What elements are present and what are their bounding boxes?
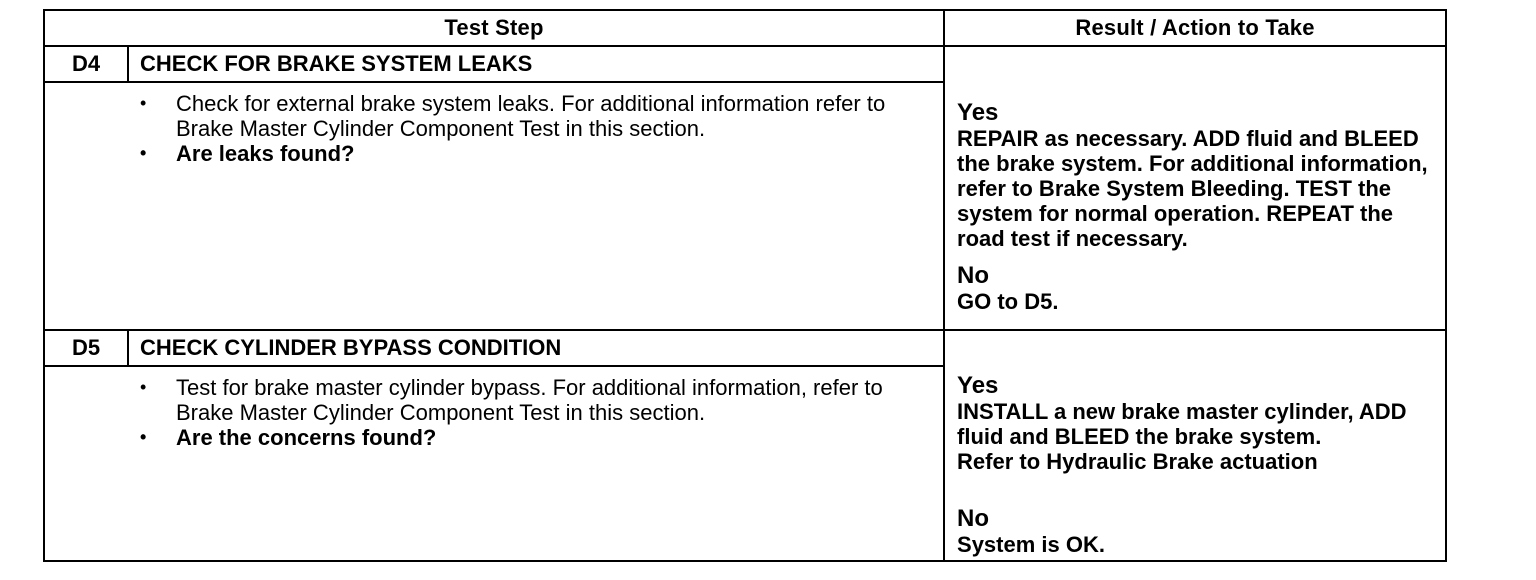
no-label: No (957, 262, 990, 289)
step-id: D4 (44, 46, 128, 82)
bullet-icon: • (140, 377, 147, 397)
step-title: CHECK FOR BRAKE SYSTEM LEAKS (128, 46, 944, 82)
no-action: GO to D5. (957, 289, 1059, 314)
instruction-item (128, 91, 888, 141)
yes-action: REPAIR as necessary. ADD fluid and BLEED the brake system. For additional information, refer to Brake System Bleeding. TEST the system for normal operation. REPEAT the road test if necessary. (957, 126, 1428, 251)
no-label: No (957, 504, 990, 532)
yes-action-reference: Refer to Hydraulic Brake actuation (957, 448, 1318, 474)
step-body-spacer (44, 366, 128, 561)
bullet-icon: • (140, 93, 147, 113)
question-item (128, 425, 888, 450)
yes-label: Yes (957, 99, 999, 126)
step-body (128, 82, 944, 330)
bullet-icon: • (140, 143, 147, 163)
step-id: D5 (44, 330, 128, 366)
step-body-spacer (44, 82, 128, 330)
diagnostic-table (43, 9, 1447, 562)
result-cell (944, 46, 1446, 330)
diagnostic-table-sheet (43, 9, 1445, 562)
question-item (128, 141, 888, 166)
header-row (44, 10, 1446, 46)
step-title-row (44, 330, 1446, 366)
step-title: CHECK CYLINDER BYPASS CONDITION (128, 330, 944, 366)
yes-label: Yes (957, 371, 999, 399)
question-text: Are the concerns found? (176, 425, 437, 450)
step-title-row (44, 46, 1446, 82)
result-cell (944, 330, 1446, 561)
instruction-text: Check for external brake system leaks. For additional information refer to Brake Master Cylinder Component Test in this section. (176, 91, 886, 141)
yes-action: INSTALL a new brake master cylinder, ADD fluid and BLEED the brake system. (957, 398, 1407, 449)
bullet-icon: • (140, 427, 147, 447)
instruction-item (128, 375, 888, 425)
header-result-action: Result / Action to Take (944, 10, 1446, 46)
header-test-step: Test Step (44, 10, 944, 46)
step-bullets (128, 375, 888, 450)
no-action: System is OK. (957, 531, 1105, 557)
step-bullets (128, 91, 888, 166)
instruction-text: Test for brake master cylinder bypass. For additional information, refer to Brake Master Cylinder Component Test in this section. (176, 375, 883, 425)
step-body (128, 366, 944, 561)
question-text: Are leaks found? (176, 141, 355, 166)
